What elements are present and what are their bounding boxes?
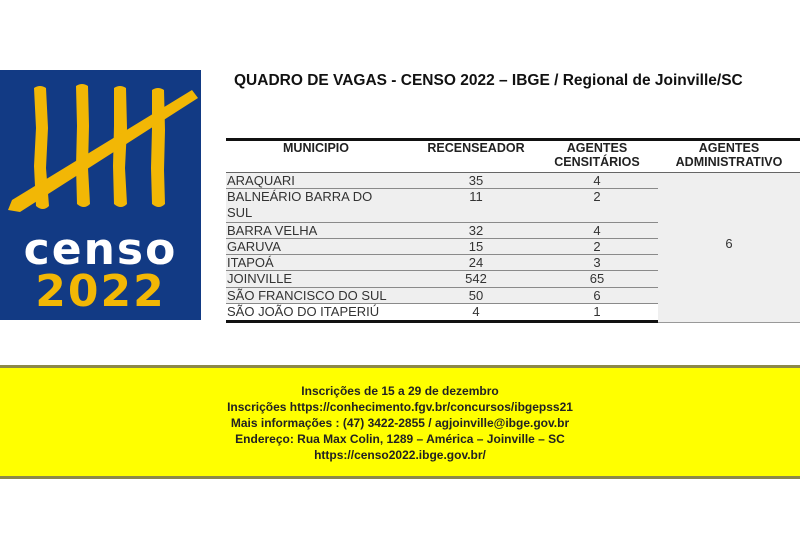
cell-municipio: BALNEÁRIO BARRA DO SUL xyxy=(227,189,373,220)
header-municipio: MUNICIPIO xyxy=(283,141,349,155)
header-agentes-administrativo: AGENTES ADMINISTRATIVO xyxy=(675,141,783,169)
table-row xyxy=(226,223,658,239)
page-title: QUADRO DE VAGAS - CENSO 2022 – IBGE / Regional de Joinville/SC xyxy=(234,72,743,89)
cell-recenseador: 4 xyxy=(472,304,480,319)
banner-contact: Mais informações : (47) 3422-2855 / agjoinville@ibge.gov.br xyxy=(230,416,570,430)
tally-marks-icon xyxy=(0,70,201,230)
cell-agentes: 65 xyxy=(589,271,605,286)
table-row xyxy=(226,239,658,255)
cell-municipio: ARAQUARI xyxy=(227,173,295,188)
cell-agentes: 2 xyxy=(593,239,601,254)
banner-address: Endereço: Rua Max Colin, 1289 – América – Joinville – SC xyxy=(235,432,565,446)
table-row xyxy=(226,189,658,223)
cell-recenseador: 15 xyxy=(468,239,484,254)
table-row xyxy=(226,255,658,271)
cell-agentes: 4 xyxy=(593,223,601,238)
cell-agentes-administrativo: 6 xyxy=(658,173,800,323)
cell-recenseador: 35 xyxy=(468,173,484,188)
cell-recenseador: 24 xyxy=(468,255,484,270)
cell-municipio: SÃO JOÃO DO ITAPERIÚ xyxy=(227,304,380,319)
cell-municipio: GARUVA xyxy=(227,239,281,254)
table-row xyxy=(226,288,658,304)
cell-municipio: ITAPOÁ xyxy=(227,255,274,270)
cell-recenseador: 11 xyxy=(469,189,483,204)
cell-agentes: 1 xyxy=(593,304,601,319)
logo-word: censo xyxy=(23,224,178,275)
table-bottom-border xyxy=(226,320,658,323)
banner-registration-link[interactable]: Inscrições https://conhecimento.fgv.br/concursos/ibgepss21 xyxy=(227,400,573,414)
header-agentes-censitarios: AGENTES CENSITÁRIOS xyxy=(554,141,640,169)
censo-2022-logo xyxy=(0,70,201,320)
info-banner xyxy=(0,365,800,479)
cell-agentes: 3 xyxy=(593,255,601,270)
table-row xyxy=(226,271,658,288)
cell-agentes: 2 xyxy=(593,189,601,204)
cell-recenseador: 50 xyxy=(468,288,484,303)
table-row xyxy=(226,173,658,189)
header-recenseador: RECENSEADOR xyxy=(427,141,525,155)
banner-dates: Inscrições de 15 a 29 de dezembro xyxy=(301,384,499,398)
cell-municipio: JOINVILLE xyxy=(227,271,293,286)
cell-recenseador: 32 xyxy=(468,223,484,238)
logo-year: 2022 xyxy=(35,266,166,317)
cell-agentes: 6 xyxy=(593,288,601,303)
banner-website-link[interactable]: https://censo2022.ibge.gov.br/ xyxy=(314,448,486,462)
cell-agentes: 4 xyxy=(593,173,601,188)
cell-municipio: BARRA VELHA xyxy=(227,223,318,238)
cell-municipio: SÃO FRANCISCO DO SUL xyxy=(227,288,387,303)
table-row xyxy=(226,304,658,320)
cell-recenseador: 542 xyxy=(465,271,487,286)
